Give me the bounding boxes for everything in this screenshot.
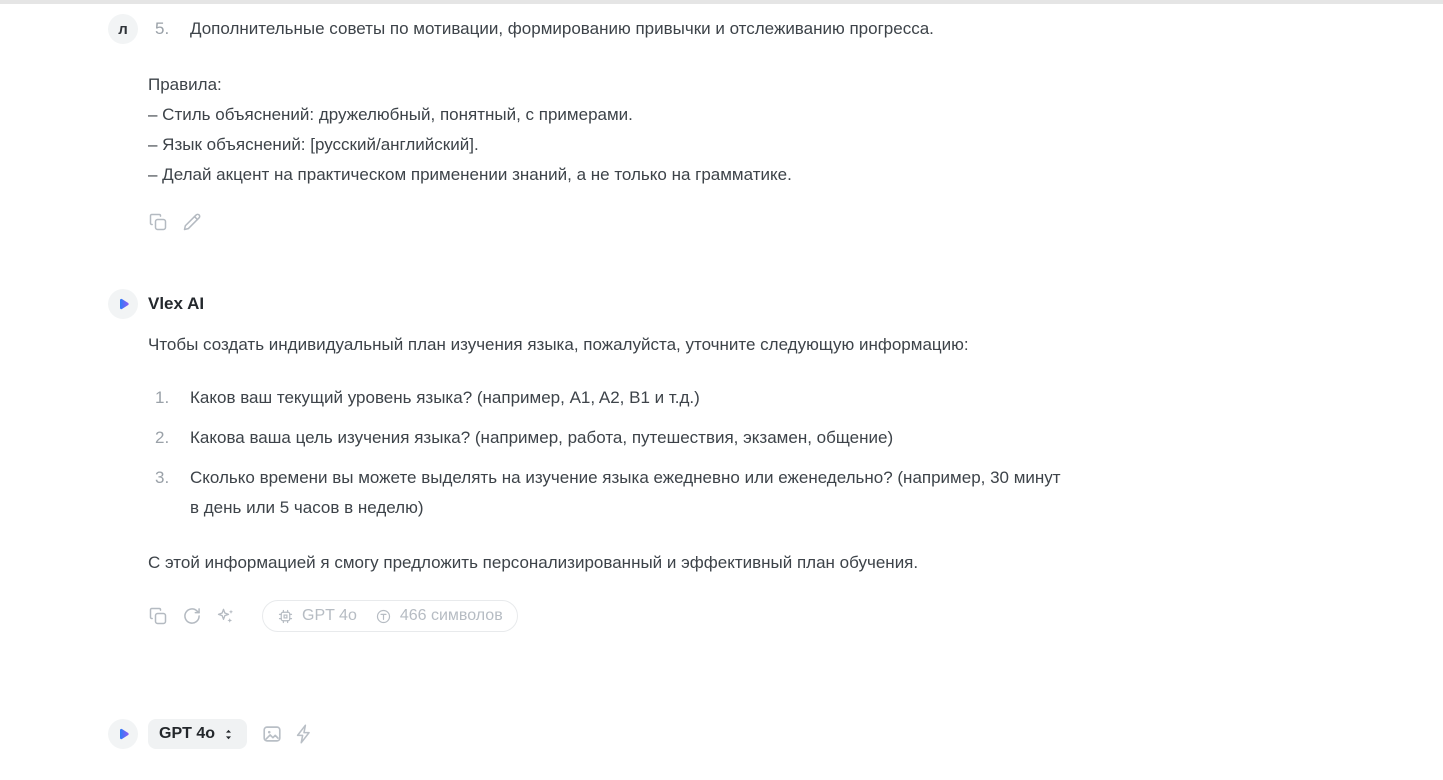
- rules-line: – Язык объяснений: [русский/английский].: [148, 135, 479, 154]
- model-selector[interactable]: [148, 719, 247, 749]
- model-selector-label: GPT 4o: [159, 725, 216, 742]
- chat-scroll-area[interactable]: [0, 14, 1443, 749]
- rules-line: Правила:: [148, 75, 222, 94]
- top-divider: [0, 0, 1443, 4]
- ai-avatar: [108, 289, 138, 319]
- play-triangle-icon: [115, 726, 131, 742]
- sender-name: Vlex AI: [148, 294, 205, 313]
- lightning-icon[interactable]: [293, 723, 315, 745]
- list-item-number: 3.: [155, 468, 170, 487]
- unfold-icon: [221, 727, 236, 742]
- user-avatar-letter: л: [118, 20, 128, 38]
- regenerate-icon[interactable]: [182, 606, 202, 626]
- list-item-text: Дополнительные советы по мотивации, формированию привычки и отслеживанию прогресса.: [190, 19, 934, 38]
- badge-model-label: GPT 4o: [302, 607, 357, 624]
- badge-char-count: 466 символов: [399, 607, 503, 624]
- rules-line: – Делай акцент на практическом применении знаний, а не только на грамматике.: [148, 165, 792, 184]
- list-item: [148, 423, 1403, 453]
- edit-icon[interactable]: [182, 212, 202, 232]
- question-list: [148, 383, 1403, 523]
- list-item: [148, 14, 1403, 44]
- list-item-number: 2.: [155, 428, 170, 447]
- image-icon[interactable]: [261, 723, 283, 745]
- user-message-actions: [148, 212, 1403, 232]
- user-message-content: [148, 14, 1403, 232]
- rules-line: – Стиль объяснений: дружелюбный, понятный, с примерами.: [148, 105, 633, 124]
- ai-message: [108, 289, 1403, 632]
- list-item-text: Каков ваш текущий уровень языка? (например, A1, A2, B1 и т.д.): [190, 388, 700, 407]
- ai-outro-paragraph: С этой информацией я смогу предложить персонализированный и эффективный план обучения.: [148, 553, 919, 572]
- list-item-text: Какова ваша цель изучения языка? (например, работа, путешествия, экзамен, общение): [190, 428, 894, 447]
- char-count-icon: [375, 608, 392, 625]
- copy-icon[interactable]: [148, 212, 168, 232]
- chip-icon: [277, 608, 294, 625]
- ai-avatar: [108, 719, 138, 749]
- composer-row: [108, 719, 1403, 749]
- copy-icon[interactable]: [148, 606, 168, 626]
- list-item-text: Сколько времени вы можете выделять на изучение языка ежедневно или еженедельно? (например, 30 минут в день или 5 часов в неделю): [190, 468, 1061, 517]
- ai-message-content: [148, 289, 1403, 632]
- play-triangle-icon: [115, 296, 131, 312]
- user-message: [108, 14, 1403, 232]
- list-item: [148, 463, 1403, 523]
- ai-message-actions: [148, 600, 1403, 632]
- user-avatar: [108, 14, 138, 44]
- sparkles-icon[interactable]: [216, 606, 236, 626]
- list-item-number: 1.: [155, 388, 170, 407]
- ai-intro-paragraph: Чтобы создать индивидуальный план изучения языка, пожалуйста, уточните следующую информацию:: [148, 335, 969, 354]
- message-meta-badge: [262, 600, 518, 632]
- rules-paragraph: [148, 70, 1403, 190]
- list-item-number: 5.: [155, 19, 170, 38]
- list-item: [148, 383, 1403, 413]
